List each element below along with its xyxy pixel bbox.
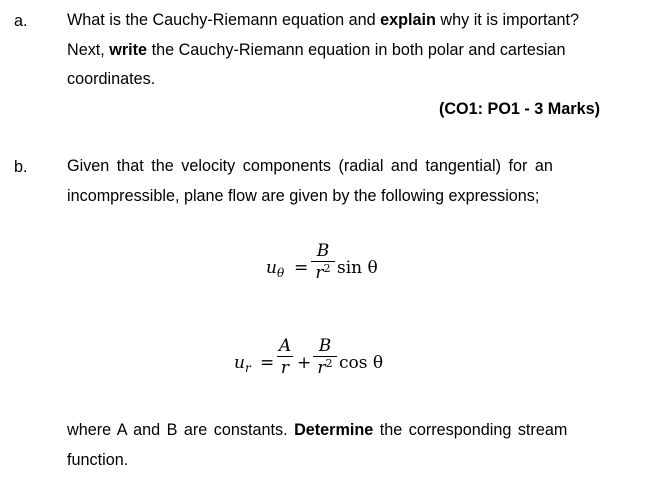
eq1-den-base: r — [315, 263, 324, 283]
eq2-frac2-bar — [313, 356, 337, 357]
question-b-line-2: incompressible, plane flow are given by the following expressions; — [67, 186, 540, 205]
eq2-frac1-denominator: r — [280, 358, 290, 378]
question-a-line-1 — [67, 6, 600, 36]
question-b-line-3-pre: where A and B are constants. — [67, 421, 295, 439]
eq1-den-sup: 2 — [323, 262, 331, 275]
eq2-function: cos θ — [339, 353, 384, 373]
eq1-denominator — [311, 264, 335, 284]
eq2-equals: = — [260, 353, 275, 373]
eq1-lhs-sub: θ — [276, 266, 285, 280]
eq2-frac2-denominator — [313, 359, 337, 379]
question-a-line-1-post: why it is important? — [435, 11, 579, 29]
question-a-marks: (CO1: PO1 - 3 Marks) — [438, 100, 600, 118]
question-a-text — [67, 6, 600, 95]
eq1-fraction — [311, 242, 335, 284]
question-b-conclusion — [67, 416, 600, 475]
eq2-frac2-den-sup: 2 — [325, 357, 333, 370]
eq2-lhs-sub: r — [244, 361, 251, 375]
eq2-plus: + — [297, 353, 312, 373]
eq1-equals: = — [294, 258, 309, 278]
question-a-explain-bold: explain — [380, 11, 436, 29]
question-b-line-3-post: the corresponding stream — [373, 421, 568, 439]
eq1-numerator: B — [316, 241, 330, 261]
question-a-line-2 — [67, 36, 600, 66]
eq2-frac1-bar — [277, 356, 293, 357]
question-b-line-1: Given that the velocity components (radial and tangential) for an — [67, 157, 553, 175]
eq2-fraction-1 — [277, 337, 293, 377]
question-a-line-2-pre: Next, — [67, 40, 110, 59]
question-a-label: a. — [14, 12, 28, 30]
eq1-fraction-bar — [311, 261, 335, 262]
question-a-line-2-post: the Cauchy-Riemann equation in both polar and cartesian — [147, 40, 566, 59]
eq1-lhs: u — [266, 258, 277, 278]
question-b-line-4: function. — [67, 450, 129, 469]
equation-u-r — [234, 334, 394, 384]
eq2-frac1-numerator: A — [278, 336, 292, 356]
eq1-function: sin θ — [337, 258, 378, 278]
question-b-intro — [67, 152, 600, 211]
equation-u-theta — [266, 240, 386, 290]
question-b-label: b. — [14, 158, 28, 176]
question-b-determine-bold: Determine — [294, 421, 374, 439]
question-b-line-3 — [67, 416, 600, 446]
eq2-frac2-numerator: B — [318, 336, 332, 356]
question-a-line-1-pre: What is the Cauchy-Riemann equation and — [67, 11, 381, 29]
question-a-write-bold: write — [109, 40, 148, 59]
eq2-frac2-den-base: r — [317, 358, 326, 378]
eq2-fraction-2 — [313, 337, 337, 379]
question-a-line-3: coordinates. — [67, 70, 156, 88]
eq2-lhs: u — [234, 353, 245, 373]
